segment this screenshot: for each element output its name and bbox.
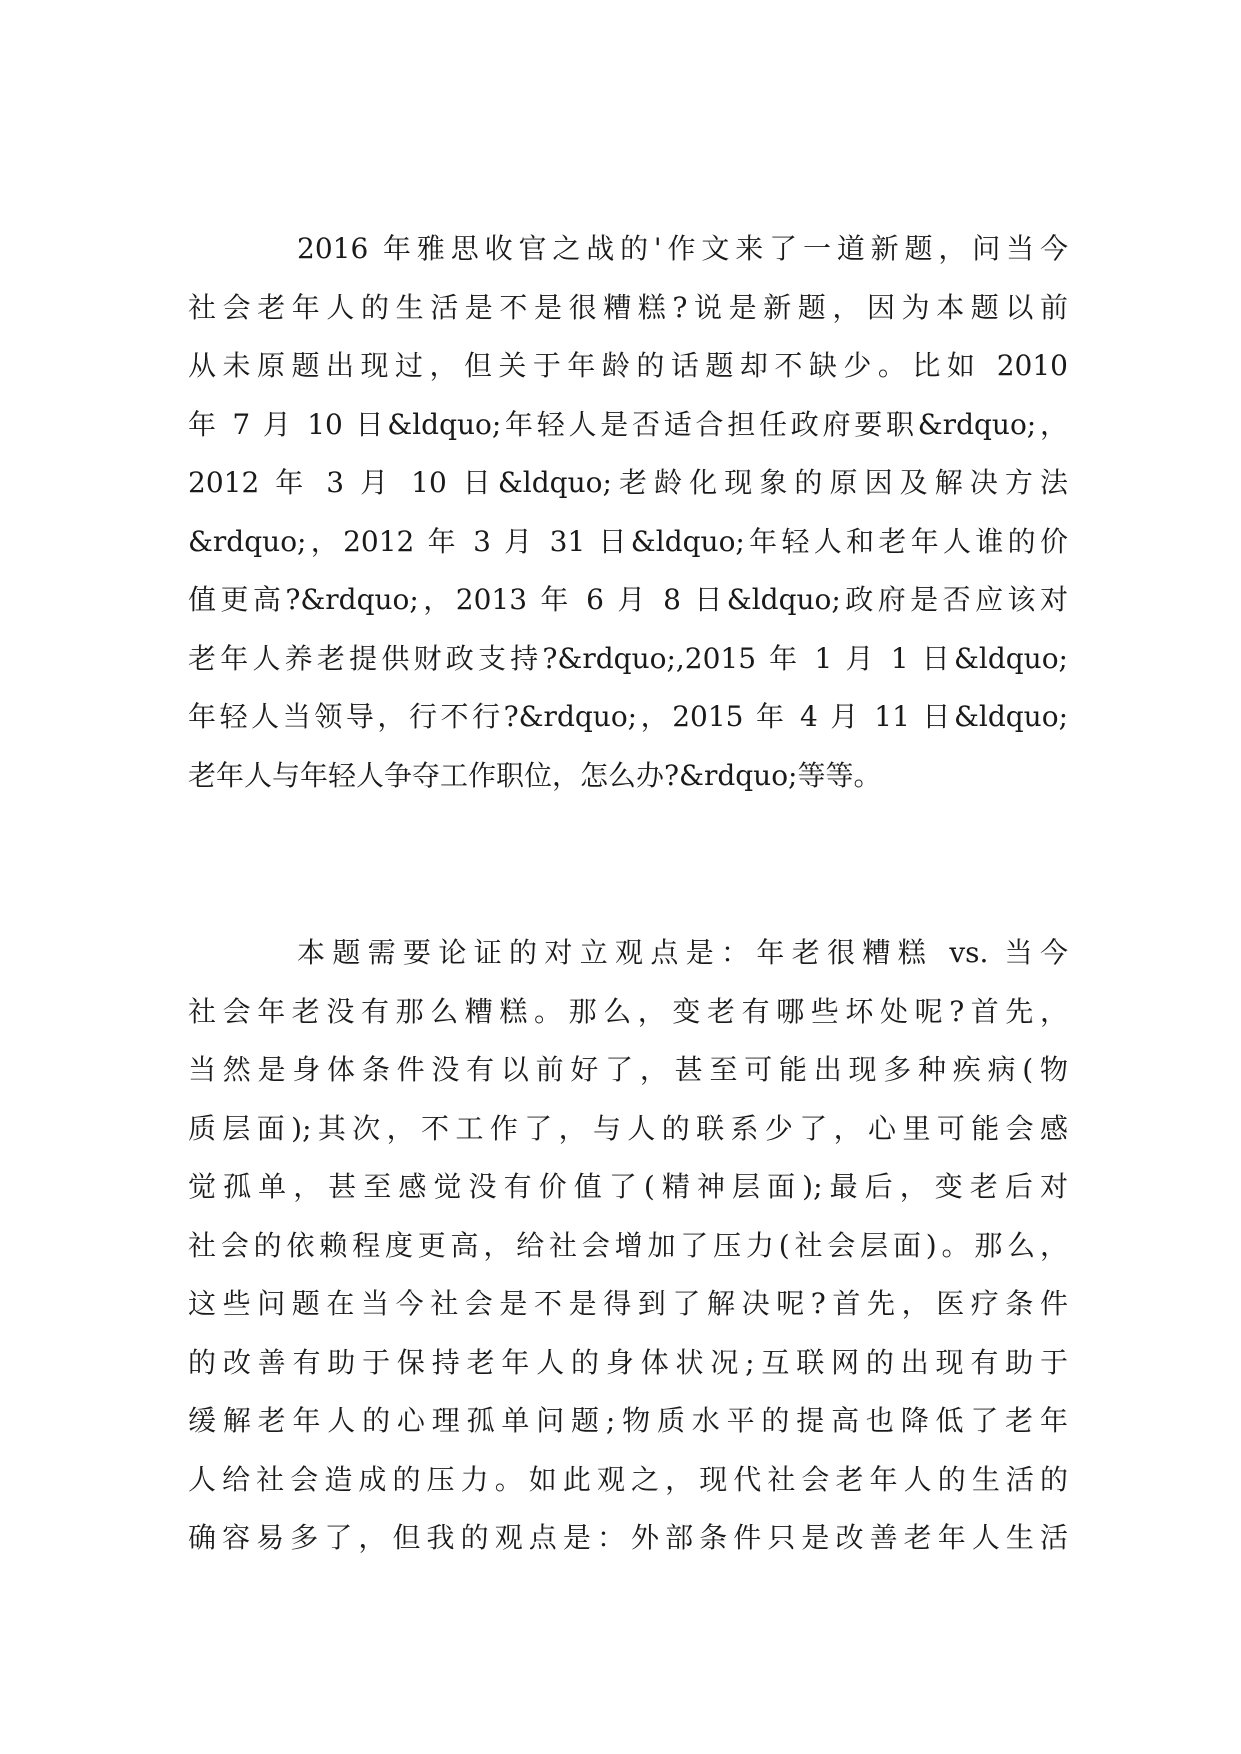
paragraph-line: 社会老年人的生活是不是很糟糕?说是新题，因为本题以前 (188, 290, 1068, 324)
paragraph-argument (188, 924, 1068, 1568)
paragraph-line: 年轻人当领导，行不行?&rdquo;，2015 年 4 月 11 日&ldquo; (188, 700, 1068, 733)
paragraph-line: 值更高?&rdquo;，2013 年 6 月 8 日&ldquo;政府是否应该对 (188, 583, 1068, 616)
paragraph-line: 2012 年 3 月 10 日&ldquo;老龄化现象的原因及解决方法 (188, 466, 1068, 499)
paragraph-line: 老年人与年轻人争夺工作职位，怎么办?&rdquo;等等。 (188, 758, 882, 792)
paragraph-line: 从未原题出现过，但关于年龄的话题却不缺少。比如 2010 (188, 349, 1068, 382)
paragraph-line: 的改善有助于保持老年人的身体状况;互联网的出现有助于 (188, 1345, 1068, 1379)
paragraph-line: 社会的依赖程度更高，给社会增加了压力(社会层面)。那么， (188, 1228, 1068, 1262)
paragraph-line: 老年人养老提供财政支持?&rdquo;,2015 年 1 月 1 日&ldquo; (188, 641, 1068, 675)
paragraph-line: 年 7 月 10 日&ldquo;年轻人是否适合担任政府要职&rdquo;， (188, 407, 1068, 441)
paragraph-line: 质层面);其次，不工作了，与人的联系少了，心里可能会感 (188, 1111, 1068, 1145)
paragraph-line: 觉孤单，甚至感觉没有价值了(精神层面);最后，变老后对 (188, 1170, 1068, 1203)
paragraph-ielts-topic-intro (188, 220, 1068, 805)
paragraph-line: 2016 年雅思收官之战的'作文来了一道新题，问当今 (297, 232, 1068, 265)
paragraph-line: 人给社会造成的压力。如此观之，现代社会老年人的生活的 (188, 1462, 1068, 1496)
paragraph-line: 当然是身体条件没有以前好了，甚至可能出现多种疾病(物 (188, 1053, 1068, 1086)
paragraph-line: 社会年老没有那么糟糕。那么，变老有哪些坏处呢?首先， (188, 994, 1068, 1028)
paragraph-line: 缓解老年人的心理孤单问题;物质水平的提高也降低了老年 (188, 1404, 1068, 1437)
paragraph-line: 本题需要论证的对立观点是：年老很糟糕 vs. 当今 (297, 936, 1068, 969)
paragraph-line: 这些问题在当今社会是不是得到了解决呢?首先，医疗条件 (188, 1287, 1068, 1320)
paragraph-line: 确容易多了，但我的观点是：外部条件只是改善老年人生活 (188, 1521, 1068, 1554)
paragraph-line: &rdquo;，2012 年 3 月 31 日&ldquo;年轻人和老年人谁的价 (188, 524, 1068, 558)
